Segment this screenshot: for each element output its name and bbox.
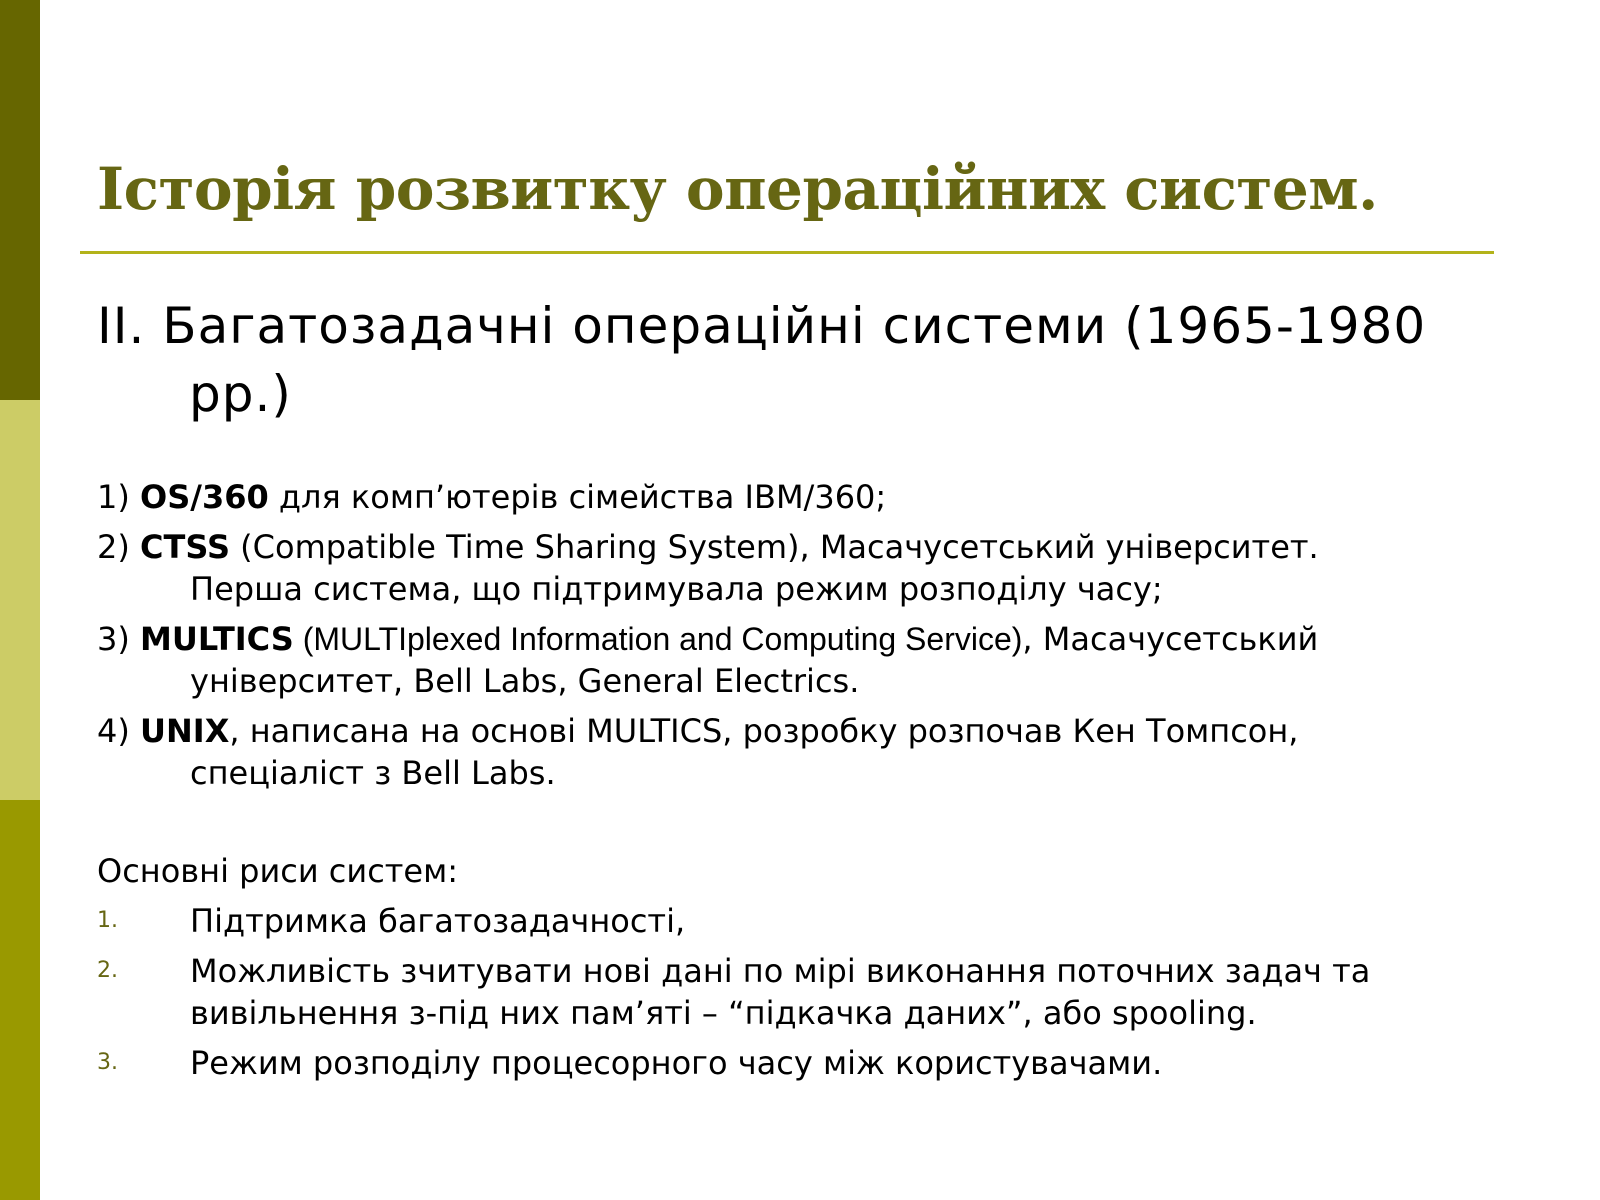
- sidebar-bar-bottom: [0, 800, 40, 1200]
- item-text: для комп’ютерів сімейства IBM/360;: [268, 478, 887, 516]
- item-text: , Масачусетський: [1022, 620, 1319, 658]
- item-name: CTSS: [140, 528, 230, 566]
- subtitle-line-2: рр.): [189, 365, 292, 423]
- os-list-item-1: [97, 476, 1517, 518]
- slide-subtitle: [97, 292, 1497, 428]
- os-list-item-2: [97, 526, 1517, 610]
- item-text-continued: університет, Bell Labs, General Electrics.: [190, 662, 860, 700]
- item-prefix: 1): [97, 478, 141, 516]
- item-text: (Compatible Time Sharing System), Масачусетський університет.: [229, 528, 1319, 566]
- item-prefix: 3): [97, 620, 141, 658]
- feature-item-3: [97, 1042, 1517, 1084]
- os-list-item-4: [97, 710, 1517, 794]
- item-text-continued: спеціаліст з Bell Labs.: [190, 754, 556, 792]
- slide-content: [97, 476, 1517, 1092]
- subtitle-line-1: II. Багатозадачні операційні системи (1965-1980: [97, 297, 1427, 355]
- item-prefix: 4): [97, 712, 141, 750]
- item-text-continued: Перша система, що підтримувала режим розподілу часу;: [190, 570, 1163, 608]
- feature-number: 3.: [97, 1050, 118, 1075]
- feature-text: Режим розподілу процесорного часу між користувачами.: [190, 1044, 1163, 1082]
- feature-number: 2.: [97, 958, 118, 983]
- title-underline: [80, 251, 1494, 254]
- item-prefix: 2): [97, 528, 141, 566]
- feature-item-1: [97, 900, 1517, 942]
- feature-text: Можливість зчитувати нові дані по мірі виконання поточних задач та вивільнення з-під них пам’яті – “підкачка даних”, або spooling.: [190, 952, 1371, 1032]
- item-parenthetical: (MULTIplexed Information and Computing Service): [293, 621, 1023, 657]
- feature-item-2: [97, 950, 1517, 1034]
- features-heading: Основні риси систем:: [97, 852, 459, 890]
- slide-title: Історія розвитку операційних систем.: [97, 155, 1378, 223]
- item-name: OS/360: [140, 478, 269, 516]
- feature-number: 1.: [97, 908, 118, 933]
- item-text: , написана на основі MULTICS, розробку розпочав Кен Томпсон,: [229, 712, 1299, 750]
- os-list-item-3: [97, 618, 1517, 702]
- sidebar-bar-middle: [0, 400, 40, 800]
- item-name: UNIX: [140, 712, 230, 750]
- feature-text: Підтримка багатозадачності,: [190, 902, 686, 940]
- sidebar-bar-top: [0, 0, 40, 400]
- item-name: MULTICS: [140, 620, 294, 658]
